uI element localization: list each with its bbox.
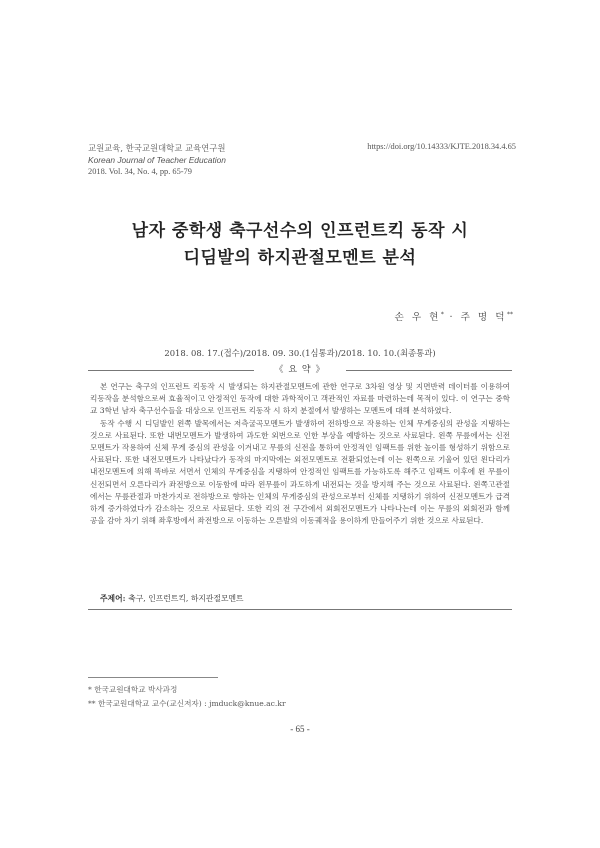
abstract-bottom-rule [88,609,512,610]
footnotes [88,683,286,711]
title-line-1: 남자 중학생 축구선수의 인프런트킥 동작 시 [131,221,469,241]
footnote-rule [88,677,218,678]
author-list [395,309,514,323]
page-number: - 65 - [290,724,310,734]
journal-header [88,142,226,178]
doi-link[interactable]: https://doi.org/10.14333/KJTE.2018.34.4.65 [367,142,516,151]
abstract-paragraph-2: 동작 수행 시 디딤발인 왼쪽 발목에서는 저측굴곡모멘트가 발생하여 전하방으로 작용하는 인체 무게중심의 관성을 지탱하는 것으로 사료된다. 또한 내번모멘트가 발생하여 과도한 외번으로 인한 부상을 예방하는 것으로 사료된다. 왼쪽 무릎에서는 신전모멘트가 작용하여 신체 무게 중심의 관성을 이겨내고 무릎의 신전을 통하여 안정적인 임팩트를 위한 높이를 형성하기 위함으로 사료된다. 또한 내전모멘트가 나타났다가 동작의 마지막에는 외전모멘트로 전환되었는데 이는 왼쪽으로 기울어 있던 왼다리가 내전모멘트에 의해 똑바로 서면서 인체의 무게중심을 지탱하여 안정적인 임팩트를 가능하도록 해주고 임팩트 이후에 왼 무릎이 신전되면서 오른다리가 좌전방으로 이동함에 따라 왼무릎이 과도하게 내전되는 것을 방지해 주는 것으로 사료된다. 왼쪽고관절에서는 무릎관절과 마찬가지로 전하방으로 향하는 인체의 무게중심의 관성으로부터 신체를 지탱하기 위하여 신전모멘트가 급격하게 증가하였다가 감소하는 것으로 사료된다. 또한 킥의 전 구간에서 외회전모멘트가 나타나는데 이는 무릎의 외회전과 함께 공을 감아 차기 위해 좌후방에서 좌전방으로 이동하는 오른발의 이동궤적을 용이하게 만들어주기 위한 것으로 사료된다. [90,418,510,526]
keywords [100,593,244,604]
review-dates: 2018. 08. 17.(접수)/2018. 09. 30.(1심통과)/2018. 10. 10.(최종통과) [164,348,436,358]
author-1: 손 우 현 [394,312,441,323]
abstract-paragraph-1: 본 연구는 축구의 인프런트 킥동작 시 발생되는 하지관절모멘트에 관한 연구로 3차원 영상 및 지면반력 데이터를 이용하여 킥동작을 분석함으로써 효율적이고 안정적인 동작에 대한 과학적이고 객관적인 자료를 마련하는데 목적이 있다. 이 연구는 중학교 3학년 남자 축구선수들을 대상으로 인프런트 킥동작 시 하지 분절에서 발생하는 모멘트에 대해 분석하였다. [90,382,510,416]
keywords-value: 축구, 인프런트킥, 하지관절모멘트 [128,594,244,603]
footnote-1-text: 한국교원대학교 박사과정 [94,685,178,694]
author-2: 주 명 덕 [460,312,507,323]
footnote-2-text: 한국교원대학교 교수(교신저자) : jmduck@knue.ac.kr [98,699,286,708]
author-separator: · [449,312,456,323]
footnote-1 [88,683,286,697]
paper-title [0,218,600,272]
journal-name-english: Korean Journal of Teacher Education [88,155,226,165]
author-1-mark: * [440,310,444,318]
title-line-2: 디딤발의 하지관절모멘트 분석 [183,248,417,268]
footnote-2-mark: ** [88,699,96,708]
footnote-2 [88,697,286,711]
keywords-label: 주제어: [100,594,126,603]
journal-name-korean: 교원교육, 한국교원대학교 교육연구원 [88,143,226,153]
author-2-mark: ** [507,310,513,318]
abstract-heading: 《 요 약 》 [254,363,346,377]
journal-volume: 2018. Vol. 34, No. 4, pp. 65-79 [88,167,192,176]
footnote-1-mark: * [88,685,92,694]
abstract-body [90,381,510,527]
